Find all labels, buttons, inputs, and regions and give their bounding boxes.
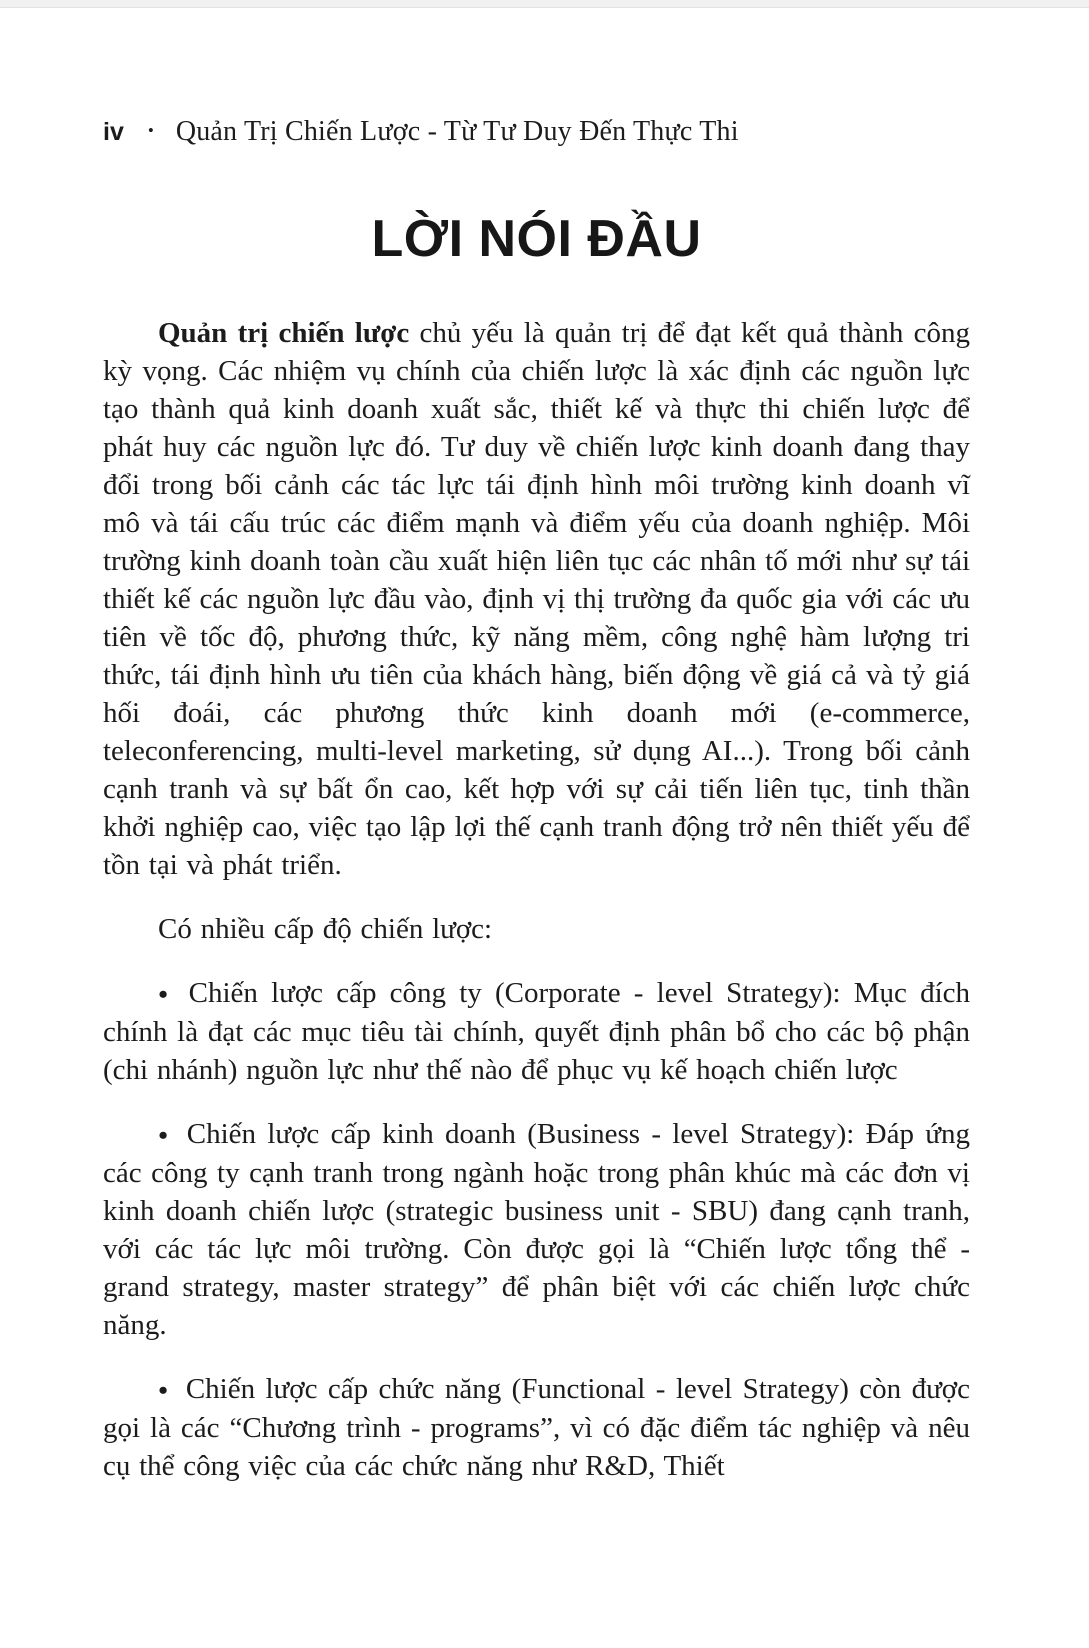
bullet-item-corporate [103,974,970,1089]
levels-heading: Có nhiều cấp độ chiến lược: [158,913,493,945]
bullet-text: Chiến lược cấp công ty (Corporate - level Strategy): Mục đích chính là đạt các mục tiêu tài chính, quyết định phân bổ cho các bộ phận (chi nhánh) nguồn lực như thế nào để phục vụ kế hoạch chiến lược [103,977,971,1086]
page-number: iv [103,118,124,146]
page-title: LỜI NÓI ĐẦU [371,209,702,268]
body-text [103,314,970,1511]
running-title: Quản Trị Chiến Lược - Từ Tư Duy Đến Thực Thi [175,116,739,147]
intro-paragraph [103,314,970,884]
bullet-dot-icon: ● [158,984,173,1003]
header-separator-dot: • [147,121,154,140]
bullet-dot-icon: ● [158,1380,170,1399]
bullet-item-business [103,1115,970,1344]
intro-text: chủ yếu là quản trị để đạt kết quả thành công kỳ vọng. Các nhiệm vụ chính của chiến lược là xác định các nguồn lực tạo thành quả kinh doanh xuất sắc, thiết kế và thực thi chiến lược để phát huy các nguồn lực đó. Tư duy về chiến lược kinh doanh đang thay đổi trong bối cảnh các tác lực tái định hình môi trường kinh doanh vĩ mô và tái cấu trúc các điểm mạnh và điểm yếu của doanh nghiệp. Môi trường kinh doanh toàn cầu xuất hiện liên tục các nhân tố mới như sự tái thiết kế các nguồn lực đầu vào, định vị thị trường đa quốc gia với các ưu tiên về tốc độ, phương thức, kỹ năng mềm, công nghệ hàm lượng tri thức, tái định hình ưu tiên của khách hàng, biến động về giá cả và tỷ giá hối đoái, các phương thức kinh doanh mới (e-commerce, teleconferencing, multi-level marketing, sử dụng AI...). Trong bối cảnh cạnh tranh và sự bất ổn cao, kết hợp với sự cải tiến liên tục, tinh thần khởi nghiệp cao, việc tạo lập lợi thế cạnh tranh động trở nên thiết yếu để tồn tại và phát triển. [103,317,970,881]
bullet-text: Chiến lược cấp kinh doanh (Business - level Strategy): Đáp ứng các công ty cạnh tranh trong ngành hoặc trong phân khúc mà các đơn vị kinh doanh chiến lược (strategic business unit - SBU) đang cạnh tranh, với các tác lực môi trường. Còn được gọi là “Chiến lược tổng thể - grand strategy, master strategy” để phân biệt với các chiến lược chức năng. [103,1118,971,1341]
bullet-item-functional [103,1370,970,1485]
page-header [103,116,739,148]
scan-top-edge [0,0,1089,8]
intro-lead: Quản trị chiến lược [158,317,410,349]
bullet-dot-icon: ● [158,1125,171,1144]
bullet-text: Chiến lược cấp chức năng (Functional - level Strategy) còn được gọi là các “Chương trình - programs”, vì có đặc điểm tác nghiệp và nêu cụ thể công việc của các chức năng như R&D, Thiết [103,1373,971,1482]
